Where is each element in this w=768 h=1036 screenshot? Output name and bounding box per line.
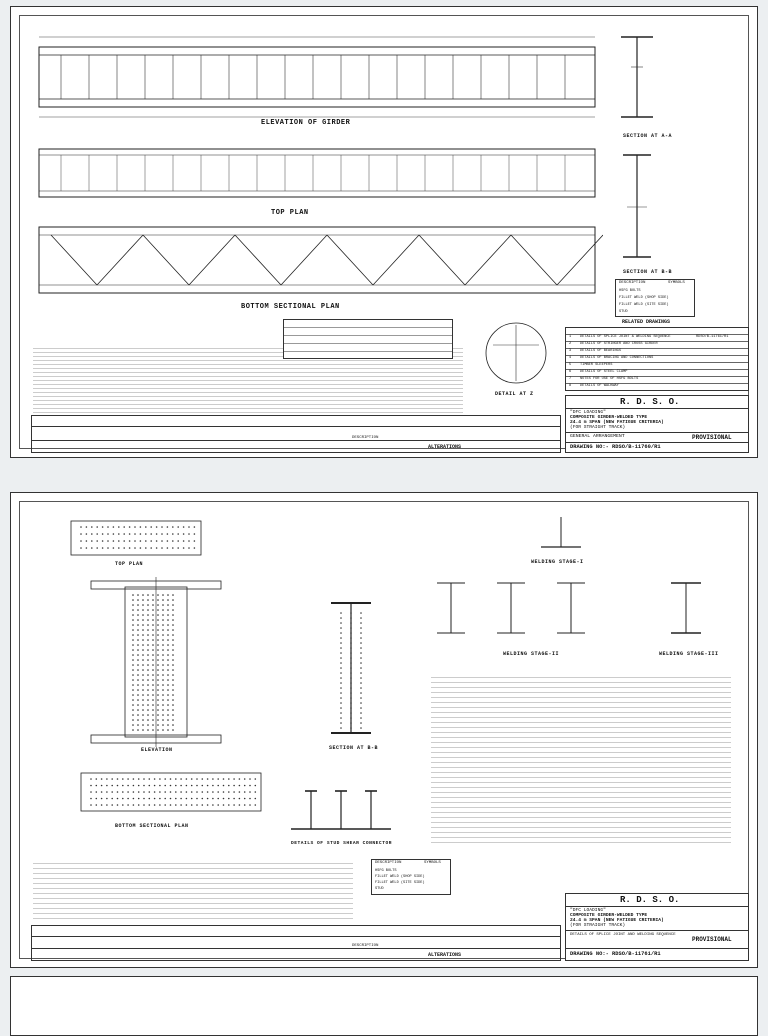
welding-stage-3-drawing — [651, 573, 721, 653]
girder-elevation-drawing — [31, 25, 603, 125]
section-aa-title: SECTION AT A-A — [623, 133, 673, 139]
drawing-sheet-2 — [10, 492, 758, 968]
title-line-4: (FOR STRAIGHT TRACK) — [570, 425, 626, 430]
welding-stage-1-title: WELDING STAGE-I — [531, 559, 584, 565]
legend-row: HSFG BOLTS — [619, 289, 641, 293]
related-drawing-row: 1 DETAILS OF SPLICE JOINT & WELDING SEQUENCE RDSO/B-11761/R1 — [566, 334, 748, 342]
legend-row: STUD — [619, 310, 628, 314]
drawing-number: DRAWING NO:- RDSO/B-11760/R1 — [570, 444, 661, 450]
welding-stage-2-title: WELDING STAGE-II — [503, 651, 560, 657]
title-line-4: (FOR STRAIGHT TRACK) — [570, 923, 626, 928]
related-drawings-title: RELATED DRAWINGS — [622, 319, 671, 325]
drawing-subject: GENERAL ARRANGEMENT — [570, 434, 625, 439]
top-plan-drawing — [31, 139, 603, 209]
welding-stage-3-title: WELDING STAGE-III — [659, 651, 719, 657]
related-drawing-row: 8 DETAILS OF WALKWAY — [566, 383, 748, 391]
splice-top-plan-title: TOP PLAN — [115, 561, 144, 567]
drawing-number: DRAWING NO:- RDSO/B-11761/R1 — [570, 951, 661, 957]
splice-section-bb — [311, 593, 391, 743]
elevation-title: ELEVATION OF GIRDER — [261, 119, 351, 127]
drawing-sheet-1 — [10, 6, 758, 458]
alterations-label: ALTERATIONS — [428, 952, 462, 958]
status-label: PROVISIONAL — [692, 434, 732, 441]
splice-elevation-title: ELEVATION — [141, 747, 173, 753]
related-drawings-table — [565, 319, 749, 391]
legend-row: STUD — [375, 887, 384, 891]
splice-top-plan — [61, 513, 211, 563]
general-notes — [33, 859, 353, 921]
title-line-2: COMPOSITE GIRDER-WELDED TYPE — [570, 913, 648, 918]
description-label: DESCRIPTION — [352, 436, 379, 440]
signature-strip — [31, 415, 561, 453]
bottom-plan-drawing — [31, 219, 603, 299]
legend-row: FILLET WELD (SITE SIDE) — [619, 303, 669, 307]
splice-elevation-drawing — [81, 577, 231, 747]
status-label: PROVISIONAL — [692, 936, 732, 943]
title-line-1: "DFC LOADING" — [570, 908, 606, 913]
welding-stage-2-drawing — [431, 573, 611, 653]
legend-symbols-header: SYMBOLS — [668, 281, 685, 285]
title-line-2: COMPOSITE GIRDER-WELDED TYPE — [570, 415, 648, 420]
welding-notes — [431, 673, 731, 843]
legend-symbols-header: SYMBOLS — [424, 861, 441, 865]
stud-connector-drawing — [281, 773, 401, 843]
legend-row: FILLET WELD (SITE SIDE) — [375, 881, 425, 885]
splice-bottom-plan-title: BOTTOM SECTIONAL PLAN — [115, 823, 189, 829]
title-line-1: "DFC LOADING" — [570, 410, 606, 415]
top-plan-title: TOP PLAN — [271, 209, 309, 217]
signature-strip — [31, 925, 561, 961]
section-bb-drawing — [607, 147, 677, 267]
alterations-label: ALTERATIONS — [428, 444, 462, 450]
related-drawing-row: 5 TIMBER SLEEPERS — [566, 362, 748, 370]
welding-stage-1-drawing — [531, 507, 591, 557]
legend-row: FILLET WELD (SHOP SIDE) — [375, 875, 425, 879]
title-block — [565, 395, 749, 453]
org-name: R. D. S. O. — [620, 895, 680, 905]
org-name: R. D. S. O. — [620, 397, 680, 407]
splice-bottom-plan — [71, 763, 271, 823]
legend-description-header: DESCRIPTION — [619, 281, 646, 285]
bottom-plan-title: BOTTOM SECTIONAL PLAN — [241, 303, 340, 311]
symbols-legend — [371, 859, 451, 895]
section-bb-title: SECTION AT B-B — [623, 269, 673, 275]
title-line-3: 24.4 m SPAN (NEW FATIGUE CRITERIA) — [570, 420, 664, 425]
drawing-subject: DETAILS OF SPLICE JOINT AND WELDING SEQUENCE — [570, 933, 676, 937]
related-drawing-row: 4 DETAILS OF BRACING AND CONNECTIONS — [566, 355, 748, 363]
legend-row: FILLET WELD (SHOP SIDE) — [619, 296, 669, 300]
title-line-3: 24.4 m SPAN (NEW FATIGUE CRITERIA) — [570, 918, 664, 923]
splice-section-bb-title: SECTION AT B-B — [329, 745, 379, 751]
title-block — [565, 893, 749, 961]
description-label: DESCRIPTION — [352, 944, 379, 948]
symbols-legend — [615, 279, 695, 317]
weight-table — [283, 319, 453, 359]
section-aa-drawing — [607, 27, 677, 127]
detail-z-title: DETAIL AT Z — [495, 391, 534, 397]
related-drawing-row: 3 DETAILS OF BEARINGS — [566, 348, 748, 356]
detail-z-drawing — [471, 315, 561, 395]
related-drawing-row: 2 DETAILS OF STRINGER AND CROSS GIRDER — [566, 341, 748, 349]
related-drawing-row: 7 NOTES FOR USE OF HSFG BOLTS — [566, 376, 748, 384]
related-drawing-row: 6 DETAILS OF STEEL CLAMP — [566, 369, 748, 377]
legend-description-header: DESCRIPTION — [375, 861, 402, 865]
stud-connector-title: DETAILS OF STUD SHEAR CONNECTOR — [291, 841, 392, 846]
drawing-sheet-3-partial — [10, 976, 758, 1036]
legend-row: HSFG BOLTS — [375, 869, 397, 873]
